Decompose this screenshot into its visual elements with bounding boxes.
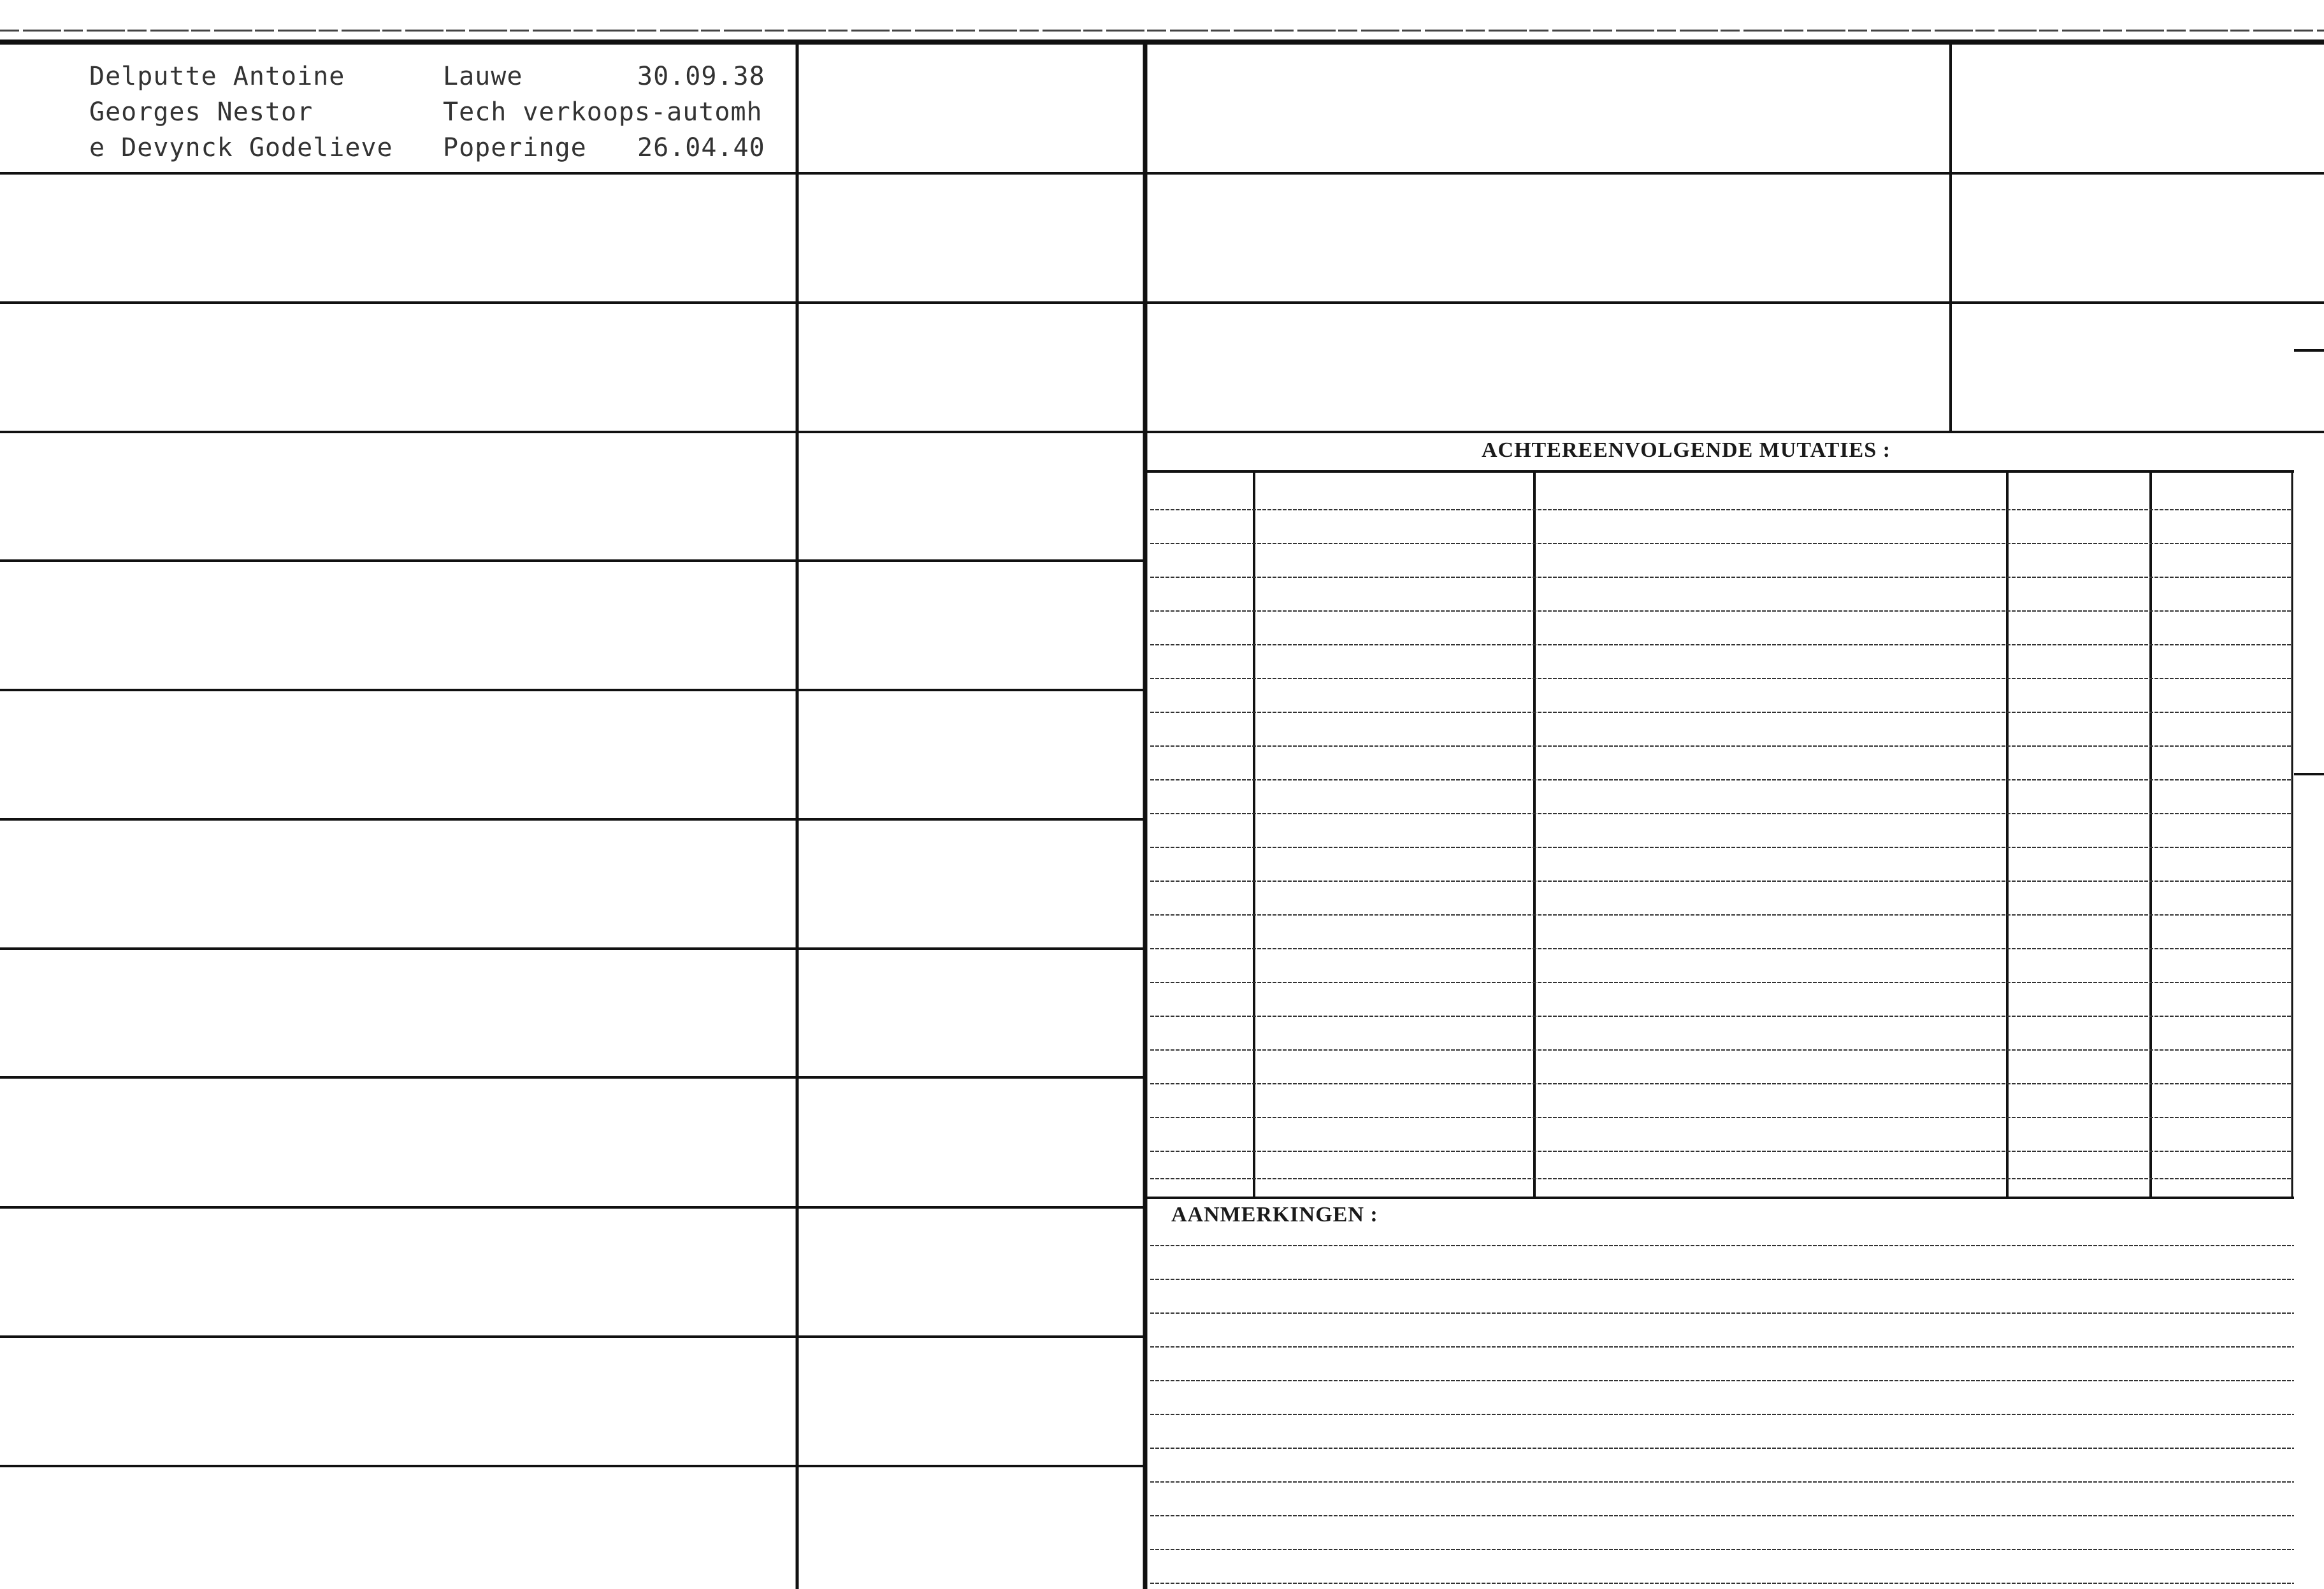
- entry-place2: Poperinge: [443, 133, 587, 162]
- remarks-heading: AANMERKINGEN :: [1171, 1203, 1378, 1226]
- mutations-ruled-lines: [1150, 510, 2291, 1179]
- mutations-table: [1145, 471, 2294, 1198]
- right-top-block: [1145, 45, 2324, 774]
- left-row-lines: [0, 173, 1145, 1466]
- entry-occupation: Tech verkoops-automh: [443, 97, 763, 127]
- entry-name-line2: Georges Nestor: [89, 97, 314, 127]
- remarks-ruled-lines: [1150, 1246, 2294, 1583]
- mutations-heading: ACHTEREENVOLGENDE MUTATIES :: [1482, 438, 1891, 462]
- entry-date2: 26.04.40: [637, 133, 765, 162]
- entry-date1: 30.09.38: [637, 62, 765, 91]
- entry-place1: Lauwe: [443, 62, 523, 91]
- entry-name-line3: e Devynck Godelieve: [89, 133, 393, 162]
- entry-name-line1: Delputte Antoine: [89, 62, 345, 91]
